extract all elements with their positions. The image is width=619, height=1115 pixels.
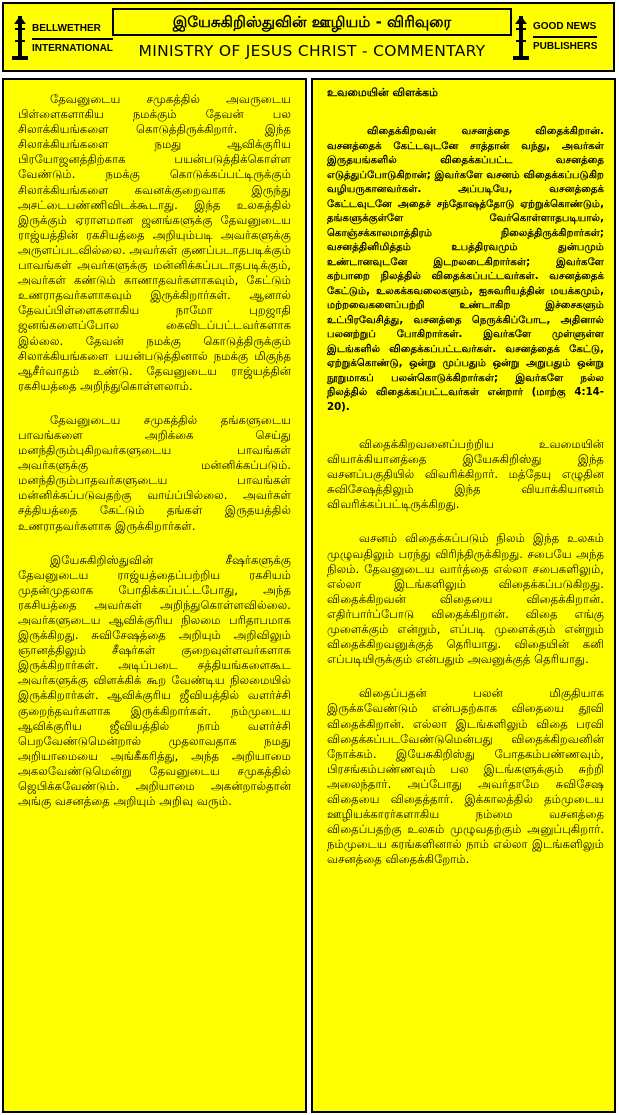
right-paragraph-3: விதைப்பதன் பலன் மிகுதியாக இருக்கவேண்டும் என்பதற்காக விதையை தூவி விதைக்கிறான். எல்லா இடங்களிலும் விதை பரவி விதைக்கப்படவேண்டுமென்பது விதைக்கிறவனின் நோக்கம். இயேசுகிறிஸ்து போதகம்பண்ணவும், பிரசங்கம்பண்ணவும் பல இடங்களுக்கும் சுற்றி அலைந்தார். அப்போது அவர்தாமே சுவிசேஷ விதையை விதைத்தார். இக்காலத்தில் தம்முடைய ஊழியக்காரர்களாகிய நம்மை வசனத்தை விதைப்பதற்கு உலகம் முழுவதற்கும் அனுப்புகிறார். நம்முடைய கரங்களினால் நாம் எல்லா இடங்களிலும் வசனத்தை விதைக்கிறோம். bbox=[327, 686, 604, 867]
pillar-icon bbox=[10, 14, 30, 62]
page-header bbox=[2, 2, 615, 72]
title-tamil: இயேசுகிறிஸ்துவின் ஊழியம் - விரிவுரை bbox=[112, 8, 512, 36]
logo-right-line1: GOOD NEWS bbox=[533, 18, 597, 38]
good-news-brand-text bbox=[533, 18, 597, 55]
title-english: MINISTRY OF JESUS CHRIST - COMMENTARY bbox=[138, 42, 486, 60]
bellwether-brand-text bbox=[32, 20, 113, 57]
right-paragraph-1: விதைக்கிறவனைப்பற்றிய உவமையின் வியாக்கியானத்தை இயேசுகிறிஸ்து இந்த வசனப்பகுதியில் விவரிக்கிறார். மத்தேயு எழுதின சுவிசேஷத்திலும் இந்த வியாக்கியானம் விவரிக்கப்பட்டிருக்கிறது. bbox=[327, 437, 604, 512]
section-title: உவமையின் விளக்கம் bbox=[327, 86, 438, 99]
right-paragraph-2: வசனம் விதைக்கப்படும் நிலம் இந்த உலகம் முழுவதிலும் பரந்து விரிந்திருக்கிறது. சபையே அந்த நிலம். தேவனுடைய வார்த்தை எல்லா சபைகளிலும், எல்லா இடங்களிலும் விதைக்கப்படுகிறது. விதைக்கிறவன் விதையை விதைக்கிறான். எதிர்பார்ப்போடு விதைக்கிறான். விதை எங்கு முளைக்கும் என்றும், எப்படி முளைக்கும் என்றும் விதைக்கிறவனுக்குத் தெரியாது. விதையின் கனி எப்படியிருக்கும் என்பதும் அவனுக்குத் தெரியாது. bbox=[327, 531, 604, 667]
logo-right-line2: PUBLISHERS bbox=[533, 41, 598, 52]
left-paragraph-3: இயேசுகிறிஸ்துவின் சீஷர்களுக்கு தேவனுடைய ராஜ்யத்தைப்பற்றிய ரகசியம் முதன்முதலாக போதிக்கப்பட்டபோது, அந்த ரகசியத்தை அவர்கள் அறிந்துகொள்ளவில்லை. அவர்களுடைய ஆவிக்குரிய நிலமை பரிதாபமாக இருக்கிறது. சுவிசேஷத்தை அறியும் அறிவிலும் ஞானத்திலும் சீஷர்கள் குறைவுள்ளவர்களாக இருக்கிறார்கள். அடிப்படை சத்தியங்களைகூட அவர்களுக்கு விளக்கிக் கூற வேண்டிய நிலமையில் இருக்கிறார்கள். ஆவிக்குரிய ஜீவியத்தில் வளர்ச்சி குறைந்தவர்களாக இருக்கிறார்கள். நம்முடைய ஆவிக்குரிய ஜீவியத்தில் நாம் வளர்ச்சி பெறவேண்டுமென்றால் முதலாவதாக நமது அறியாமையை அங்கீகரித்து, அந்த அறியாமை அகலவேண்டுமென்று தேவனுடைய சமுகத்தில் ஜெபிக்கவேண்டும். அறியாமை அகன்றால்தான் அங்கு வசனத்தை அறியும் அறிவு வரும். bbox=[18, 552, 291, 809]
scripture-quote: விதைக்கிறவன் வசனத்தை விதைக்கிறான். வசனத்தைக் கேட்டவுடனே சாத்தான் வந்து, அவர்கள் இருதயங்களில் விதைக்கப்பட்ட வசனத்தை எடுத்துப்போடுகிறான்; இவர்களே வசனம் விதைக்கப்படுகிற வழியருகானவர்கள். அப்படியே, வசனத்தைக் கேட்டவுடனே அதைச் சந்தோஷத்தோடு ஏற்றுக்கொண்டும், தங்களுக்குள்ளே வேர்கொள்ளாதபடியால், கொஞ்சக்காலமாத்திரம் நிலைத்திருக்கிறார்கள்; வசனத்தினிமித்தம் உபத்திரவமும் துன்பமும் உண்டானவுடனே இடறலடைகிறார்கள்; இவர்களே கற்பாறை நிலத்தில் விதைக்கப்பட்டவர்கள். வசனத்தைக் கேட்டும், உலகக்கவலைகளும், ஐசுவரியத்தின் மயக்கமும், மற்றவைகளைப்பற்றி உண்டாகிற இச்சைகளும் உட்பிரவேசித்து, வசனத்தை நெருக்கிப்போட, அதினால் பலனற்றுப் போகிறார்கள். இவர்களே முள்ளுள்ள இடங்களில் விதைக்கப்பட்டவர்கள். வசனத்தைக் கேட்டு, ஏற்றுக்கொண்டு, ஒன்று முப்பதும் ஒன்று அறுபதும் ஒன்று நூறுமாகப் பலன்கொடுக்கிறார்கள்; இவர்களே நல்ல நிலத்தில் விதைக்கப்பட்டவர்கள் என்றார் (மாற்கு 4:14-20). bbox=[327, 126, 604, 413]
good-news-logo bbox=[509, 10, 609, 66]
logo-left-line2: INTERNATIONAL bbox=[32, 43, 113, 54]
left-paragraph-2: தேவனுடைய சமுகத்தில் தங்களுடைய பாவங்களை அறிக்கை செய்து மனந்திரும்புகிறவர்களுடைய பாவங்கள் அவர்களுக்கு மன்னிக்கப்படும். மனந்திரும்பாதவர்களுடைய பாவங்கள் மன்னிக்கப்படுவதற்கு வாய்ப்பில்லை. அவர்கள் சத்தியத்தை கேட்டும் தங்கள் இருதயத்தில் உணராதவர்களாக இருக்கிறார்கள். bbox=[18, 412, 291, 533]
left-column bbox=[2, 78, 307, 1113]
logo-left-line1: BELLWETHER bbox=[32, 20, 113, 40]
pillar-icon bbox=[511, 14, 531, 62]
bellwether-logo bbox=[8, 10, 113, 66]
right-column bbox=[311, 78, 616, 1113]
left-paragraph-1: தேவனுடைய சமுகத்தில் அவருடைய பிள்ளைகளாகிய நமக்கும் தேவன் பல சிலாக்கியங்களை கொடுத்திருக்கிறார். இந்த சிலாக்கியங்களை நமது ஆவிக்குரிய பிரயோஜனத்திற்காக பயன்படுத்திக்கொள்ள வேண்டும். நமக்கு கொடுக்கப்பட்டிருக்கும் சிலாக்கியங்களை கவனக்குறைவாக இருந்து அசட்டைபண்ணிவிடக்கூடாது. இந்த உலகத்தில் இருக்கும் ஏராளமான ஜனங்களுக்கு தேவனுடைய ராஜ்யத்தின் ரகசியத்தை அறியும்படி அவர்களுக்கு அருளப்படவில்லை. அவர்கள் குணப்படாதபடிக்கும் பாவங்கள் அவர்களுக்கு மன்னிக்கப்படாதபடிக்கும், அவர்கள் கண்டும் காணாதவர்களாகவும், கேட்டும் உணராதவர்களாகவும் இருக்கிறார்கள். ஆனால் தேவப்பிள்ளைகளாகிய நாமோ புறஜாதி ஜனங்களைப்போல கைவிடப்பட்டவர்களாக இல்லை. தேவன் நமக்கு கொடுத்திருக்கும் சிலாக்கியங்களை பயன்படுத்தினால் நமக்கு மிகுந்த ஆசீர்வாதம் உண்டு. தேவனுடைய ராஜ்யத்தின் ரகசியத்தை அறிந்துகொள்ளலாம். bbox=[18, 92, 291, 393]
